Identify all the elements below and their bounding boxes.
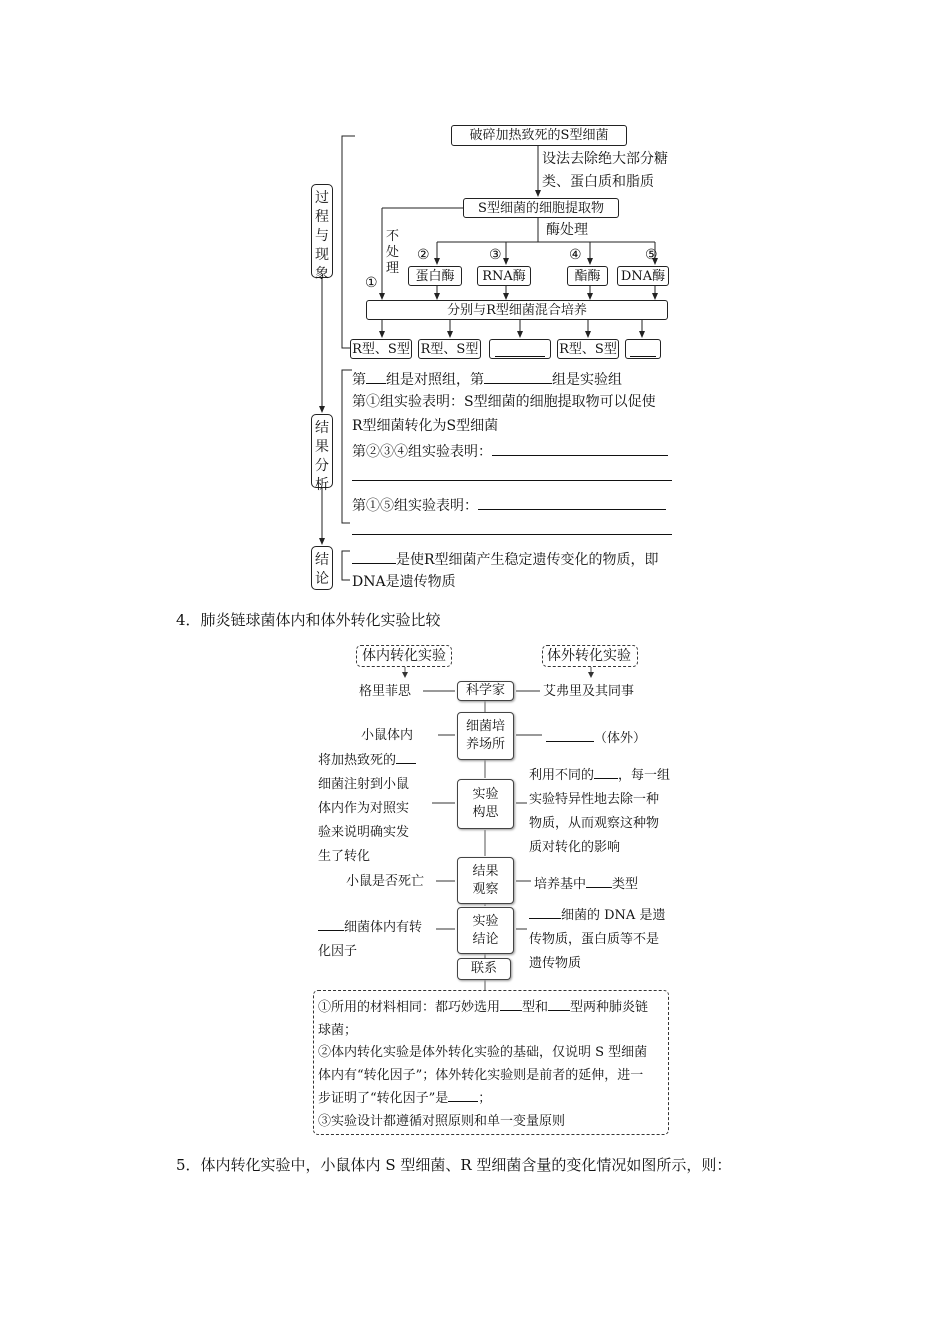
result-analysis-label: 结 果 分 析 — [311, 414, 333, 488]
group-marker-5: ⑤ — [645, 247, 658, 263]
mix-culture-box: 分别与R型细菌混合培养 — [366, 300, 668, 320]
right-result: 培养基中 类型 — [534, 873, 638, 893]
center-experiment-design: 实验 构思 — [457, 779, 514, 829]
removal-step-line1: 设法去除绝大部分糖 — [542, 151, 668, 167]
left-site: 小鼠体内 — [361, 728, 414, 743]
s-extract-box: S型细菌的细胞提取物 — [463, 198, 619, 218]
left-design: 将加热致死的 细菌注射到小鼠 体内作为对照实 验来说明确实发 生了转化 — [318, 749, 416, 869]
enzyme-protease: 蛋白酶 — [408, 266, 462, 286]
relation-box — [313, 990, 669, 1135]
right-site: （体外） — [546, 727, 646, 747]
enzyme-esterase: 酯酶 — [567, 266, 608, 286]
center-result-observation: 结果 观察 — [457, 857, 514, 904]
left-scientist: 格里菲思 — [359, 684, 412, 699]
analysis-line3: R型细菌转化为S型细菌 — [352, 418, 499, 434]
result-1: R型、S型 — [350, 339, 412, 359]
analysis-line1: 第 组是对照组，第 组是实验组 — [352, 369, 622, 389]
group-marker-3: ③ — [489, 247, 502, 263]
result-2: R型、S型 — [418, 339, 481, 359]
right-scientist: 艾弗里及其同事 — [543, 684, 635, 699]
enzyme-dnase: DNA酶 — [617, 266, 669, 286]
relation-text: ①所用的材料相同：都巧妙选用 型和 型两种肺炎链 球菌； ②体内转化实验是体外转化实验的基础，仅说明 S 型细菌 体内有“转化因子”；体外转化实验则是前者的延伸，进一 步证明了“转化因子”是 ； ③实验设计都遵循对照原则和单一变量原则 — [318, 996, 648, 1133]
conclusion-line1: 是使R型细菌产生稳定遗传变化的物质，即 — [352, 549, 659, 569]
conclusion-line2: DNA是遗传物质 — [352, 574, 456, 590]
center-culture-site: 细菌培 养场所 — [457, 712, 514, 760]
process-phenomenon-label: 过 程 与 现 象 — [311, 184, 333, 278]
analysis-line2: 第①组实验表明：S型细菌的细胞提取物可以促使 — [352, 394, 656, 410]
analysis-line5: 第①⑤组实验表明： — [352, 495, 666, 515]
right-design: 利用不同的 ，每一组 实验特异性地去除一种 物质，从而观察这种物 质对转化的影响 — [529, 764, 670, 860]
enzyme-rnase: RNA酶 — [477, 266, 531, 286]
result-4: R型、S型 — [557, 339, 619, 359]
center-scientist: 科学家 — [457, 681, 514, 701]
analysis-line4: 第②③④组实验表明： — [352, 441, 668, 461]
in-vivo-header: 体内转化实验 — [356, 645, 452, 667]
heat-killed-s-box: 破碎加热致死的S型细菌 — [451, 125, 627, 146]
left-conclusion: 细菌体内有转 化因子 — [318, 916, 422, 964]
section-4-title: 4．肺炎链球菌体内和体外转化实验比较 — [176, 611, 441, 629]
group-marker-2: ② — [417, 247, 430, 263]
in-vitro-header: 体外转化实验 — [542, 645, 638, 667]
center-relation: 联系 — [457, 958, 511, 980]
enzyme-treatment-label: 酶处理 — [546, 222, 588, 238]
group-marker-1: ① — [365, 275, 378, 291]
center-experiment-conclusion: 实验 结论 — [457, 907, 514, 954]
right-conclusion: 细菌的 DNA 是遗 传物质，蛋白质等不是 遗传物质 — [529, 904, 665, 976]
section-5-text: 5．体内转化实验中，小鼠体内 S 型细菌、R 型细菌含量的变化情况如图所示，则： — [176, 1156, 732, 1174]
no-treatment-label: 不 处 理 — [386, 229, 400, 276]
removal-step-line2: 类、蛋白质和脂质 — [542, 174, 654, 190]
left-result: 小鼠是否死亡 — [346, 874, 425, 889]
group-marker-4: ④ — [569, 247, 582, 263]
conclusion-label: 结 论 — [311, 546, 333, 590]
